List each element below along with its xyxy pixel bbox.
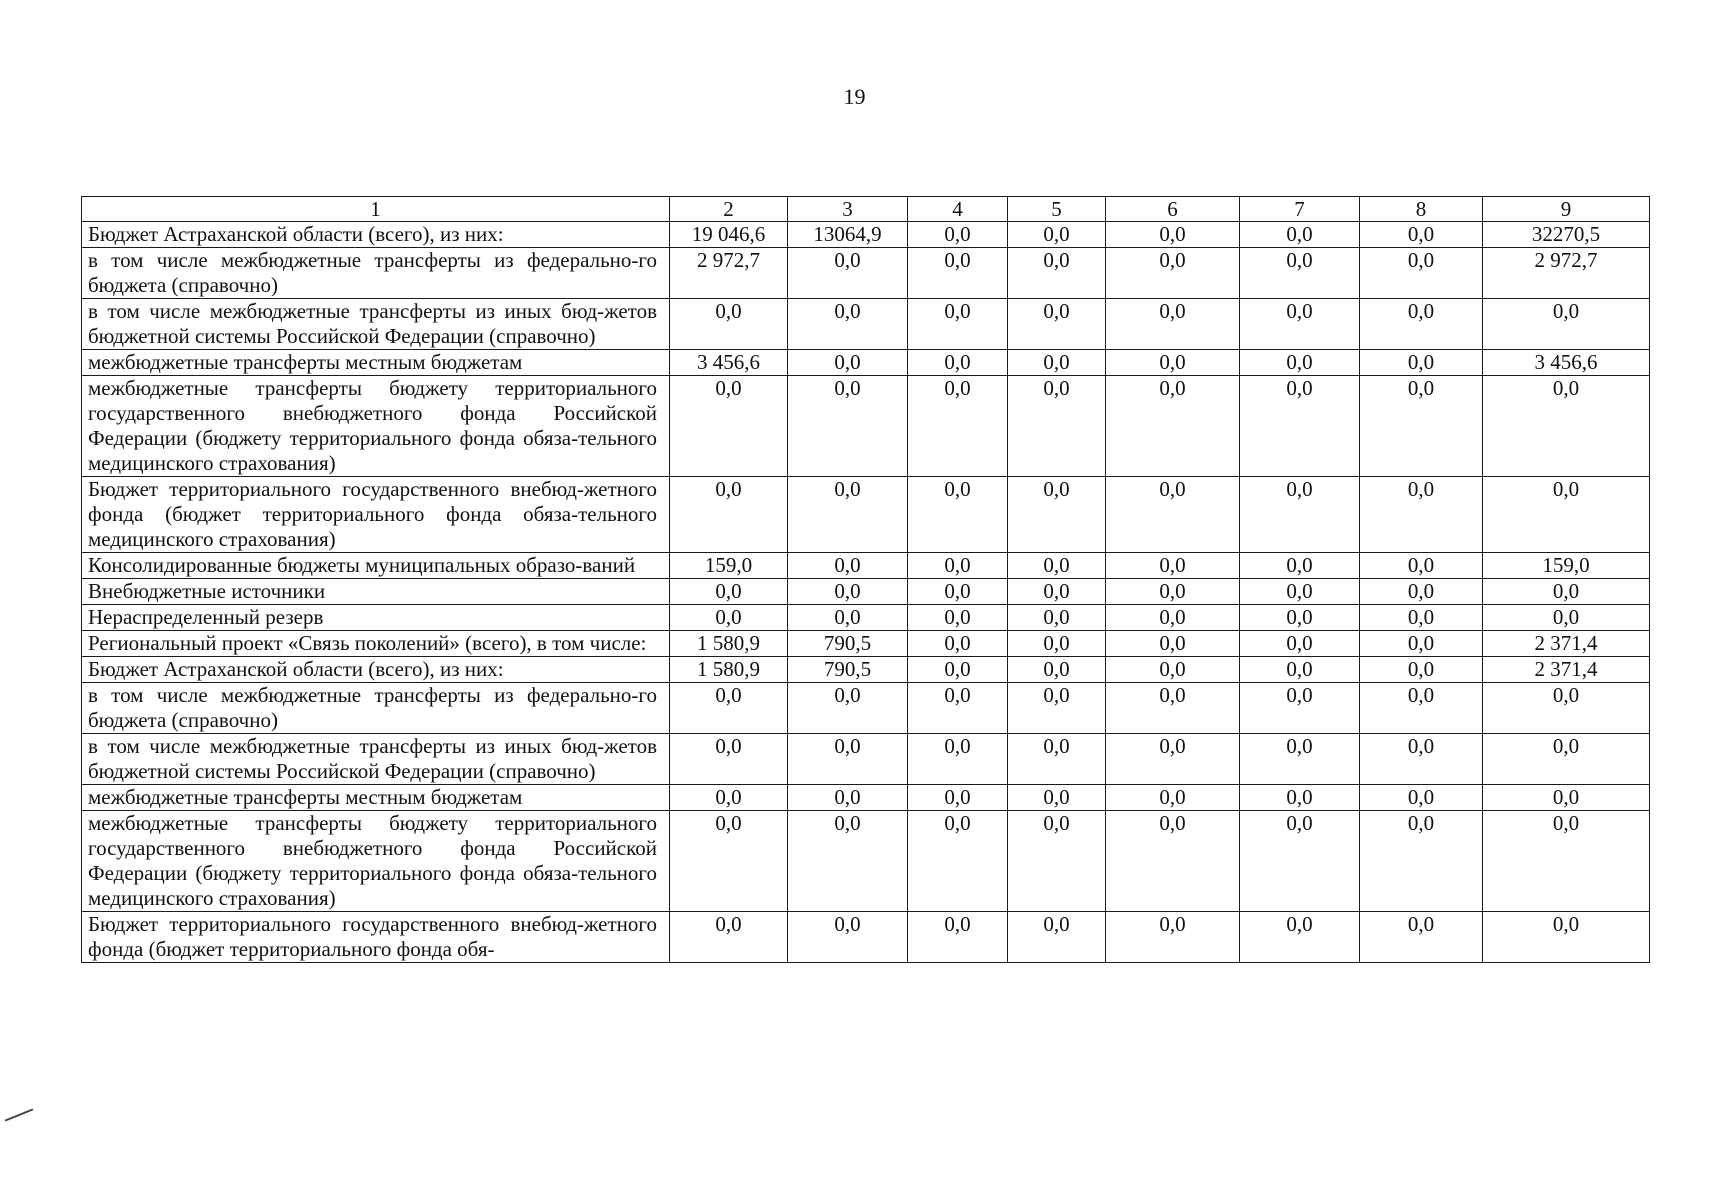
table-cell: 0,0: [908, 248, 1008, 299]
table-cell: 0,0: [1360, 350, 1483, 376]
table-row: [82, 631, 1650, 657]
table-row: [82, 657, 1650, 683]
table-cell: 0,0: [788, 477, 908, 553]
row-label: Бюджет Астраханской области (всего), из них:: [82, 657, 670, 683]
table-cell: 0,0: [908, 657, 1008, 683]
table-cell: 0,0: [1360, 734, 1483, 785]
table-cell: 0,0: [1240, 376, 1360, 477]
table-cell: 0,0: [908, 912, 1008, 963]
table-cell: 0,0: [908, 376, 1008, 477]
row-label: межбюджетные трансферты бюджету территориального государственного внебюджетного фонда Российской Федерации (бюджету территориального фонда обяза-тельного медицинского страхования): [82, 376, 670, 477]
table-cell: 0,0: [788, 350, 908, 376]
table-cell: 2 371,4: [1483, 657, 1650, 683]
table-cell: 0,0: [1008, 657, 1106, 683]
table-cell: 0,0: [1106, 376, 1240, 477]
row-label: Консолидированные бюджеты муниципальных образо-ваний: [82, 553, 670, 579]
row-label: Бюджет территориального государственного внебюд-жетного фонда (бюджет территориального фонда обяза-тельного медицинского страхования): [82, 477, 670, 553]
table-cell: 0,0: [1106, 657, 1240, 683]
table-cell: 0,0: [788, 683, 908, 734]
table-cell: 0,0: [1240, 553, 1360, 579]
table-cell: 0,0: [788, 734, 908, 785]
page-number: 19: [843, 84, 866, 109]
column-header: 7: [1240, 197, 1360, 222]
table-cell: 0,0: [1008, 605, 1106, 631]
scan-mark: [5, 1108, 34, 1121]
table-row: [82, 785, 1650, 811]
column-header: 2: [670, 197, 788, 222]
table-cell: 0,0: [1483, 579, 1650, 605]
table-cell: 2 972,7: [670, 248, 788, 299]
table-cell: 0,0: [1360, 579, 1483, 605]
table-cell: 0,0: [908, 222, 1008, 248]
table-cell: 0,0: [1483, 811, 1650, 912]
table-cell: 0,0: [1360, 222, 1483, 248]
row-label: Региональный проект «Связь поколений» (всего), в том числе:: [82, 631, 670, 657]
table-cell: 0,0: [908, 605, 1008, 631]
table-cell: 0,0: [1106, 299, 1240, 350]
table-cell: 0,0: [670, 734, 788, 785]
table-row: [82, 222, 1650, 248]
table-cell: 0,0: [908, 734, 1008, 785]
table-cell: 0,0: [788, 579, 908, 605]
table-cell: 2 371,4: [1483, 631, 1650, 657]
table-cell: 0,0: [1240, 912, 1360, 963]
table-row: [82, 350, 1650, 376]
table-cell: 0,0: [1483, 477, 1650, 553]
table-cell: 0,0: [670, 299, 788, 350]
table-cell: 0,0: [1483, 376, 1650, 477]
table-cell: 0,0: [1008, 376, 1106, 477]
table-cell: 0,0: [908, 299, 1008, 350]
table-cell: 0,0: [1360, 299, 1483, 350]
table-cell: 0,0: [1483, 683, 1650, 734]
column-header: 9: [1483, 197, 1650, 222]
table-cell: 159,0: [670, 553, 788, 579]
column-header: 1: [82, 197, 670, 222]
table-cell: 0,0: [788, 912, 908, 963]
table-cell: 0,0: [1360, 376, 1483, 477]
table-cell: 0,0: [1483, 299, 1650, 350]
table-cell: 1 580,9: [670, 631, 788, 657]
column-header: 4: [908, 197, 1008, 222]
row-label: межбюджетные трансферты местным бюджетам: [82, 785, 670, 811]
table-cell: 0,0: [1106, 734, 1240, 785]
table-row: [82, 248, 1650, 299]
table-cell: 0,0: [1008, 299, 1106, 350]
row-label: в том числе межбюджетные трансферты из федерально-го бюджета (справочно): [82, 248, 670, 299]
table-cell: 0,0: [1008, 785, 1106, 811]
table-cell: 0,0: [788, 299, 908, 350]
table-cell: 0,0: [670, 811, 788, 912]
table-cell: 0,0: [1008, 631, 1106, 657]
table-cell: 0,0: [1483, 785, 1650, 811]
table-cell: 0,0: [788, 248, 908, 299]
column-header: 6: [1106, 197, 1240, 222]
table-cell: 0,0: [1240, 350, 1360, 376]
table-row: [82, 605, 1650, 631]
row-label: Внебюджетные источники: [82, 579, 670, 605]
table-cell: 0,0: [1240, 734, 1360, 785]
table-cell: 0,0: [1360, 912, 1483, 963]
table-cell: 1 580,9: [670, 657, 788, 683]
table-row: [82, 553, 1650, 579]
table-cell: 0,0: [1360, 785, 1483, 811]
table-cell: 2 972,7: [1483, 248, 1650, 299]
table-cell: 0,0: [670, 477, 788, 553]
table-row: [82, 811, 1650, 912]
column-header: 5: [1008, 197, 1106, 222]
table-cell: 13064,9: [788, 222, 908, 248]
table-row: [82, 734, 1650, 785]
table-row: [82, 912, 1650, 963]
table-cell: 0,0: [1240, 477, 1360, 553]
table-cell: 0,0: [1483, 605, 1650, 631]
row-label: Бюджет территориального государственного внебюд-жетного фонда (бюджет территориального фонда обя-: [82, 912, 670, 963]
table-cell: 0,0: [1106, 631, 1240, 657]
row-label: в том числе межбюджетные трансферты из федерально-го бюджета (справочно): [82, 683, 670, 734]
table-cell: 0,0: [1008, 222, 1106, 248]
table-cell: 0,0: [1008, 734, 1106, 785]
table-cell: 159,0: [1483, 553, 1650, 579]
table-cell: 0,0: [788, 811, 908, 912]
table-cell: 790,5: [788, 631, 908, 657]
row-label: Бюджет Астраханской области (всего), из них:: [82, 222, 670, 248]
table-cell: 0,0: [1240, 657, 1360, 683]
table-cell: 0,0: [908, 811, 1008, 912]
table-cell: 0,0: [788, 605, 908, 631]
table-cell: 0,0: [1240, 222, 1360, 248]
table-cell: 19 046,6: [670, 222, 788, 248]
table-cell: 0,0: [1008, 811, 1106, 912]
table-cell: 0,0: [1240, 811, 1360, 912]
table-cell: 0,0: [1106, 553, 1240, 579]
table-cell: 32270,5: [1483, 222, 1650, 248]
table-cell: 0,0: [1008, 912, 1106, 963]
table-cell: 0,0: [1106, 248, 1240, 299]
table-cell: 0,0: [1008, 477, 1106, 553]
table-cell: 3 456,6: [670, 350, 788, 376]
table-cell: 0,0: [1106, 579, 1240, 605]
row-label: Нераспределенный резерв: [82, 605, 670, 631]
row-label: в том числе межбюджетные трансферты из иных бюд-жетов бюджетной системы Российской Федерации (справочно): [82, 734, 670, 785]
table-row: [82, 299, 1650, 350]
row-label: межбюджетные трансферты бюджету территориального государственного внебюджетного фонда Российской Федерации (бюджету территориального фонда обяза-тельного медицинского страхования): [82, 811, 670, 912]
table-row: [82, 477, 1650, 553]
table-cell: 0,0: [1106, 477, 1240, 553]
table-cell: 0,0: [788, 553, 908, 579]
table-cell: 0,0: [1240, 248, 1360, 299]
table-cell: 0,0: [788, 376, 908, 477]
table-cell: 0,0: [1106, 350, 1240, 376]
table-cell: 0,0: [670, 376, 788, 477]
table-cell: 0,0: [908, 785, 1008, 811]
table-cell: 0,0: [1360, 683, 1483, 734]
table-cell: 0,0: [908, 631, 1008, 657]
table-cell: 0,0: [1008, 248, 1106, 299]
table-cell: 0,0: [670, 605, 788, 631]
table-row: [82, 376, 1650, 477]
table-cell: 0,0: [1483, 734, 1650, 785]
table-header-row: [82, 197, 1650, 222]
budget-table: [81, 196, 1650, 963]
table-cell: 3 456,6: [1483, 350, 1650, 376]
row-label: в том числе межбюджетные трансферты из иных бюд-жетов бюджетной системы Российской Федерации (справочно): [82, 299, 670, 350]
table-cell: 0,0: [908, 350, 1008, 376]
column-header: 8: [1360, 197, 1483, 222]
table-cell: 0,0: [1106, 222, 1240, 248]
table-cell: 0,0: [1360, 605, 1483, 631]
table-body: [82, 222, 1650, 963]
table-cell: 0,0: [670, 579, 788, 605]
table-cell: 0,0: [1360, 657, 1483, 683]
column-header: 3: [788, 197, 908, 222]
table-cell: 0,0: [1360, 631, 1483, 657]
table-cell: 0,0: [908, 553, 1008, 579]
table-cell: 0,0: [1008, 683, 1106, 734]
table-cell: 0,0: [1360, 477, 1483, 553]
table-cell: 0,0: [1106, 785, 1240, 811]
table-cell: 0,0: [1240, 605, 1360, 631]
table-cell: 790,5: [788, 657, 908, 683]
table-cell: 0,0: [1106, 605, 1240, 631]
table-cell: 0,0: [1240, 785, 1360, 811]
table-cell: 0,0: [670, 912, 788, 963]
table-row: [82, 579, 1650, 605]
table-cell: 0,0: [1483, 912, 1650, 963]
table-cell: 0,0: [670, 683, 788, 734]
table-cell: 0,0: [1240, 579, 1360, 605]
row-label: межбюджетные трансферты местным бюджетам: [82, 350, 670, 376]
table-cell: 0,0: [1106, 683, 1240, 734]
table-cell: 0,0: [788, 785, 908, 811]
table-cell: 0,0: [1360, 811, 1483, 912]
table-cell: 0,0: [1240, 631, 1360, 657]
table-cell: 0,0: [908, 477, 1008, 553]
table-cell: 0,0: [1240, 683, 1360, 734]
table-cell: 0,0: [1106, 811, 1240, 912]
table-cell: 0,0: [908, 683, 1008, 734]
table-cell: 0,0: [670, 785, 788, 811]
table-cell: 0,0: [1008, 579, 1106, 605]
table-cell: 0,0: [1240, 299, 1360, 350]
table-cell: 0,0: [1008, 553, 1106, 579]
table-cell: 0,0: [1360, 553, 1483, 579]
table-cell: 0,0: [1008, 350, 1106, 376]
table-cell: 0,0: [1360, 248, 1483, 299]
table-cell: 0,0: [908, 579, 1008, 605]
table-row: [82, 683, 1650, 734]
table-cell: 0,0: [1106, 912, 1240, 963]
